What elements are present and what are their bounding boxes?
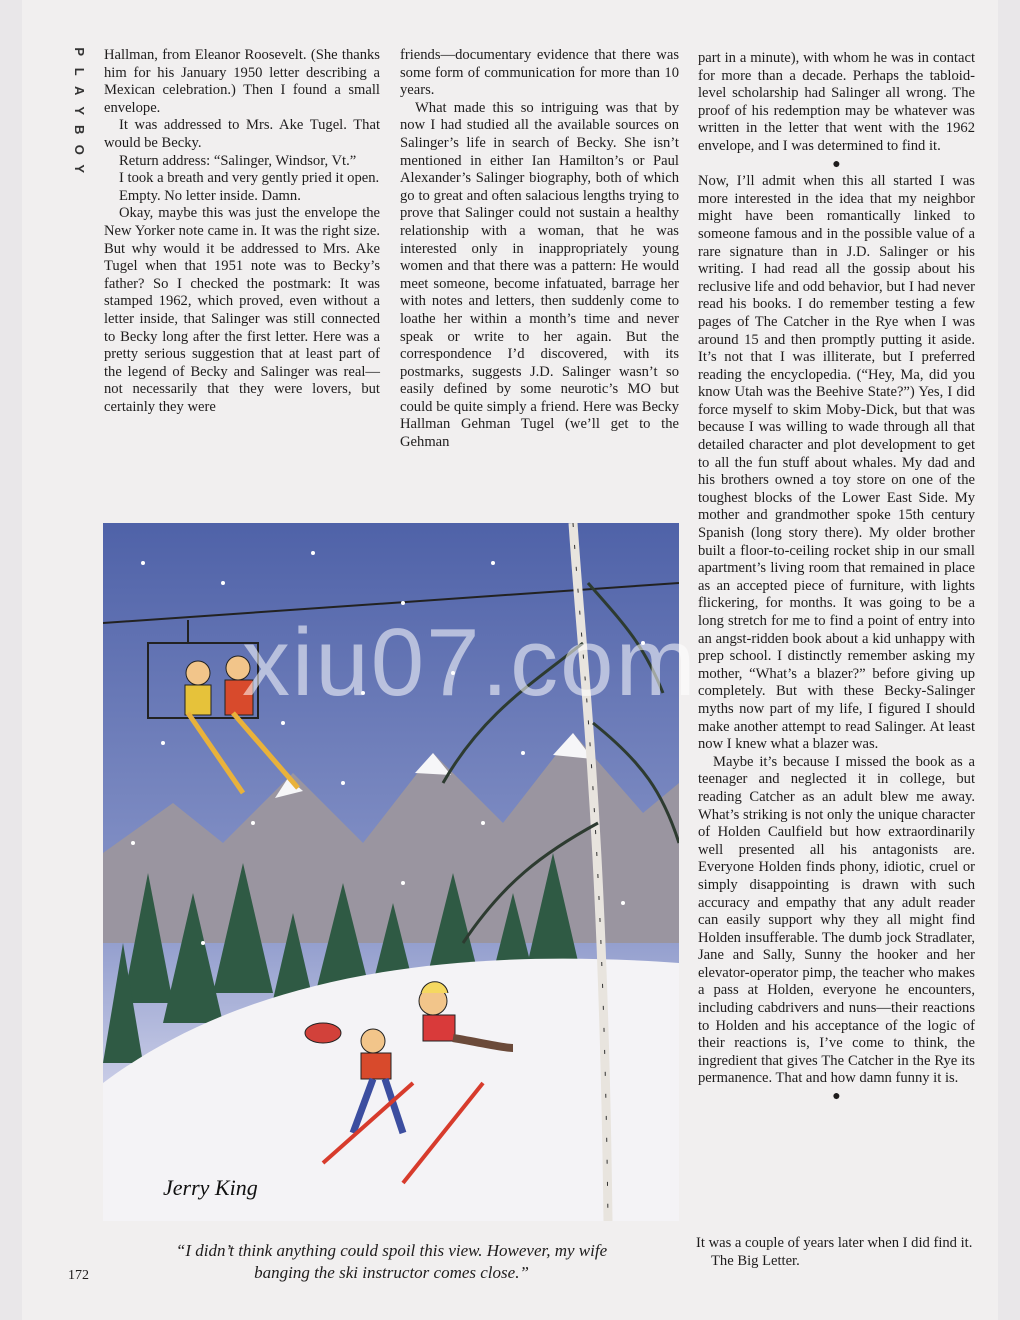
magazine-page — [22, 0, 998, 1320]
paragraph: Okay, maybe this was just the envelope the New Yorker note came in. It was the right size. But why would it be addressed to Mrs. Ake Tugel when that 1951 note was to Becky’s father? So I checked the postmark: It was stamped 1962, which proved, even without a letter inside, that Salinger was still connected to Becky long after the first letter. Here was a pretty serious suggestion that at least part of the legend of Becky and Salinger was real—not necessarily that they were lovers, but certainly they were — [104, 205, 380, 415]
paragraph: part in a minute), with whom he was in contact for more than a decade. Perhaps the tabloid-level scholarship had Salinger all wrong. The proof of his redemption may be whatever was written in the letter that went with the 1962 envelope, and I was determined to find it. — [698, 50, 975, 154]
text-column-3-continued — [696, 1235, 976, 1270]
paragraph: Hallman, from Eleanor Roosevelt. (She thanks him for his January 1950 letter describing a Mexican celebration.) Then I found a small envelope. — [104, 47, 380, 116]
caption-line-2: banging the ski instructor comes close.” — [254, 1263, 529, 1282]
ski-lift-cartoon — [103, 523, 679, 1221]
paragraph: Empty. No letter inside. Damn. — [119, 187, 301, 204]
paragraph: Maybe it’s because I missed the book as a teenager and neglected it in college, but reading Catcher as an adult blew me away. What’s striking is not only the unique character of Holden Caulfield but how extraordinarily well presented all his antagonists are. Everyone Holden finds phony, idiotic, cruel or simply disappointing is drawn with such accuracy and empathy that any adult reader can easily support why they all might find Holden insufferable. The dumb jock Stradlater, Jane and Sally, Sunny the hooker and her elevator-operator pimp, the teacher who makes a pass at Holden, everyone he encounters, including cabdrivers and nuns—their reactions to Holden and his acceptance of the logic of their reactions is, I’ve come to think, the ingredient that gives The Catcher in the Rye its permanence. That and how damn funny it is. — [698, 753, 975, 1087]
playboy-masthead — [68, 42, 90, 179]
masthead-letter: P — [71, 47, 87, 57]
masthead-letter: O — [71, 144, 87, 155]
paragraph: What made this so intriguing was that by now I had studied all the available sources on Salinger’s life in search of Becky. She isn’t mentioned in either Ian Hamilton’s or Paul Alexander’s Salinger biography, both of which go to great and often salacious lengths trying to prove that Salinger could not sustain a healthy relationship with a woman, that he was interested only in inappropriately young women and that there was a pattern: He would meet someone, become infatuated, barrage her with notes and letters, then suddenly come to loathe her within a month’s time and never speak or write to her again. But the correspondence I’d discovered, with its postmarks, suggests J.D. Salinger wasn’t so easily defined by some neurotic’s MO but could be quite simply a friend. Here was Becky Hallman Gehman Tugel (we’ll get to the Gehman — [400, 99, 679, 451]
text-column-1 — [104, 47, 380, 416]
artist-signature: Jerry King — [163, 1175, 258, 1200]
paragraph: The Big Letter. — [711, 1252, 800, 1269]
cartoon-caption — [104, 1240, 679, 1284]
text-column-2 — [400, 47, 679, 452]
paragraph: Return address: “Salinger, Windsor, Vt.” — [119, 152, 357, 169]
masthead-letter: A — [71, 86, 87, 96]
paragraph: It was a couple of years later when I did find it. — [696, 1235, 973, 1251]
paragraph: It was addressed to Mrs. Ake Tugel. That would be Becky. — [104, 117, 380, 151]
masthead-letter: Y — [71, 105, 87, 115]
text-column-3 — [698, 50, 975, 1106]
paragraph: I took a breath and very gently pried it open. — [119, 170, 380, 187]
page-number: 172 — [68, 1268, 89, 1283]
masthead-letter: Y — [71, 164, 87, 174]
masthead-letter: B — [71, 125, 87, 135]
section-break-bullet: ● — [832, 1089, 841, 1105]
section-break-bullet: ● — [832, 156, 841, 172]
masthead-letter: L — [71, 67, 87, 76]
paragraph: friends—documentary evidence that there was some form of communication for more than 10 years. — [400, 47, 679, 99]
watermark-text: xiu07.com — [242, 609, 698, 716]
paragraph: Now, I’ll admit when this all started I was more interested in the idea that my neighbor might have been romantically linked to someone famous and in the possible value of a rare signature than in J.D. Salinger or his writing. I had read all the gossip about his reclusive life and odd behavior, but I had never read his books. I do remember testing a few pages of The Catcher in the Rye when I was around 15 and then promptly putting it aside. It’s not that I was illiterate, but I preferred reading the encyclopedia. (“Hey, Ma, did you know Utah was the Beehive State?”) Yes, I did force myself to skim Moby-Dick, but that was because I was willing to wade through all that detailed character and plot development to get to all the fun stuff about whales. My dad and his brothers owned a toy store on one of the toughest blocks of the Lower East Side. My mother and grandmother spoke 15th century Spanish (long story there). My older brother built a floor-to-ceiling rocket ship in our small apartment’s living room that remained in place as an accepted piece of furniture, with lights flickering, for months. It was going to be a long stretch for me to find a point of entry into an angst-ridden book about a kid unhappy with prep school. I distinctly remember asking my mother, “What’s a blazer?” before giving up completely. But with these Becky-Salinger myths now part of my life, I figured I should make another attempt to read Salinger. At least now I knew what a blazer was. — [698, 173, 975, 753]
caption-line-1: “I didn’t think anything could spoil this view. However, my wife — [175, 1241, 608, 1260]
cartoon-illustration — [103, 523, 679, 1221]
